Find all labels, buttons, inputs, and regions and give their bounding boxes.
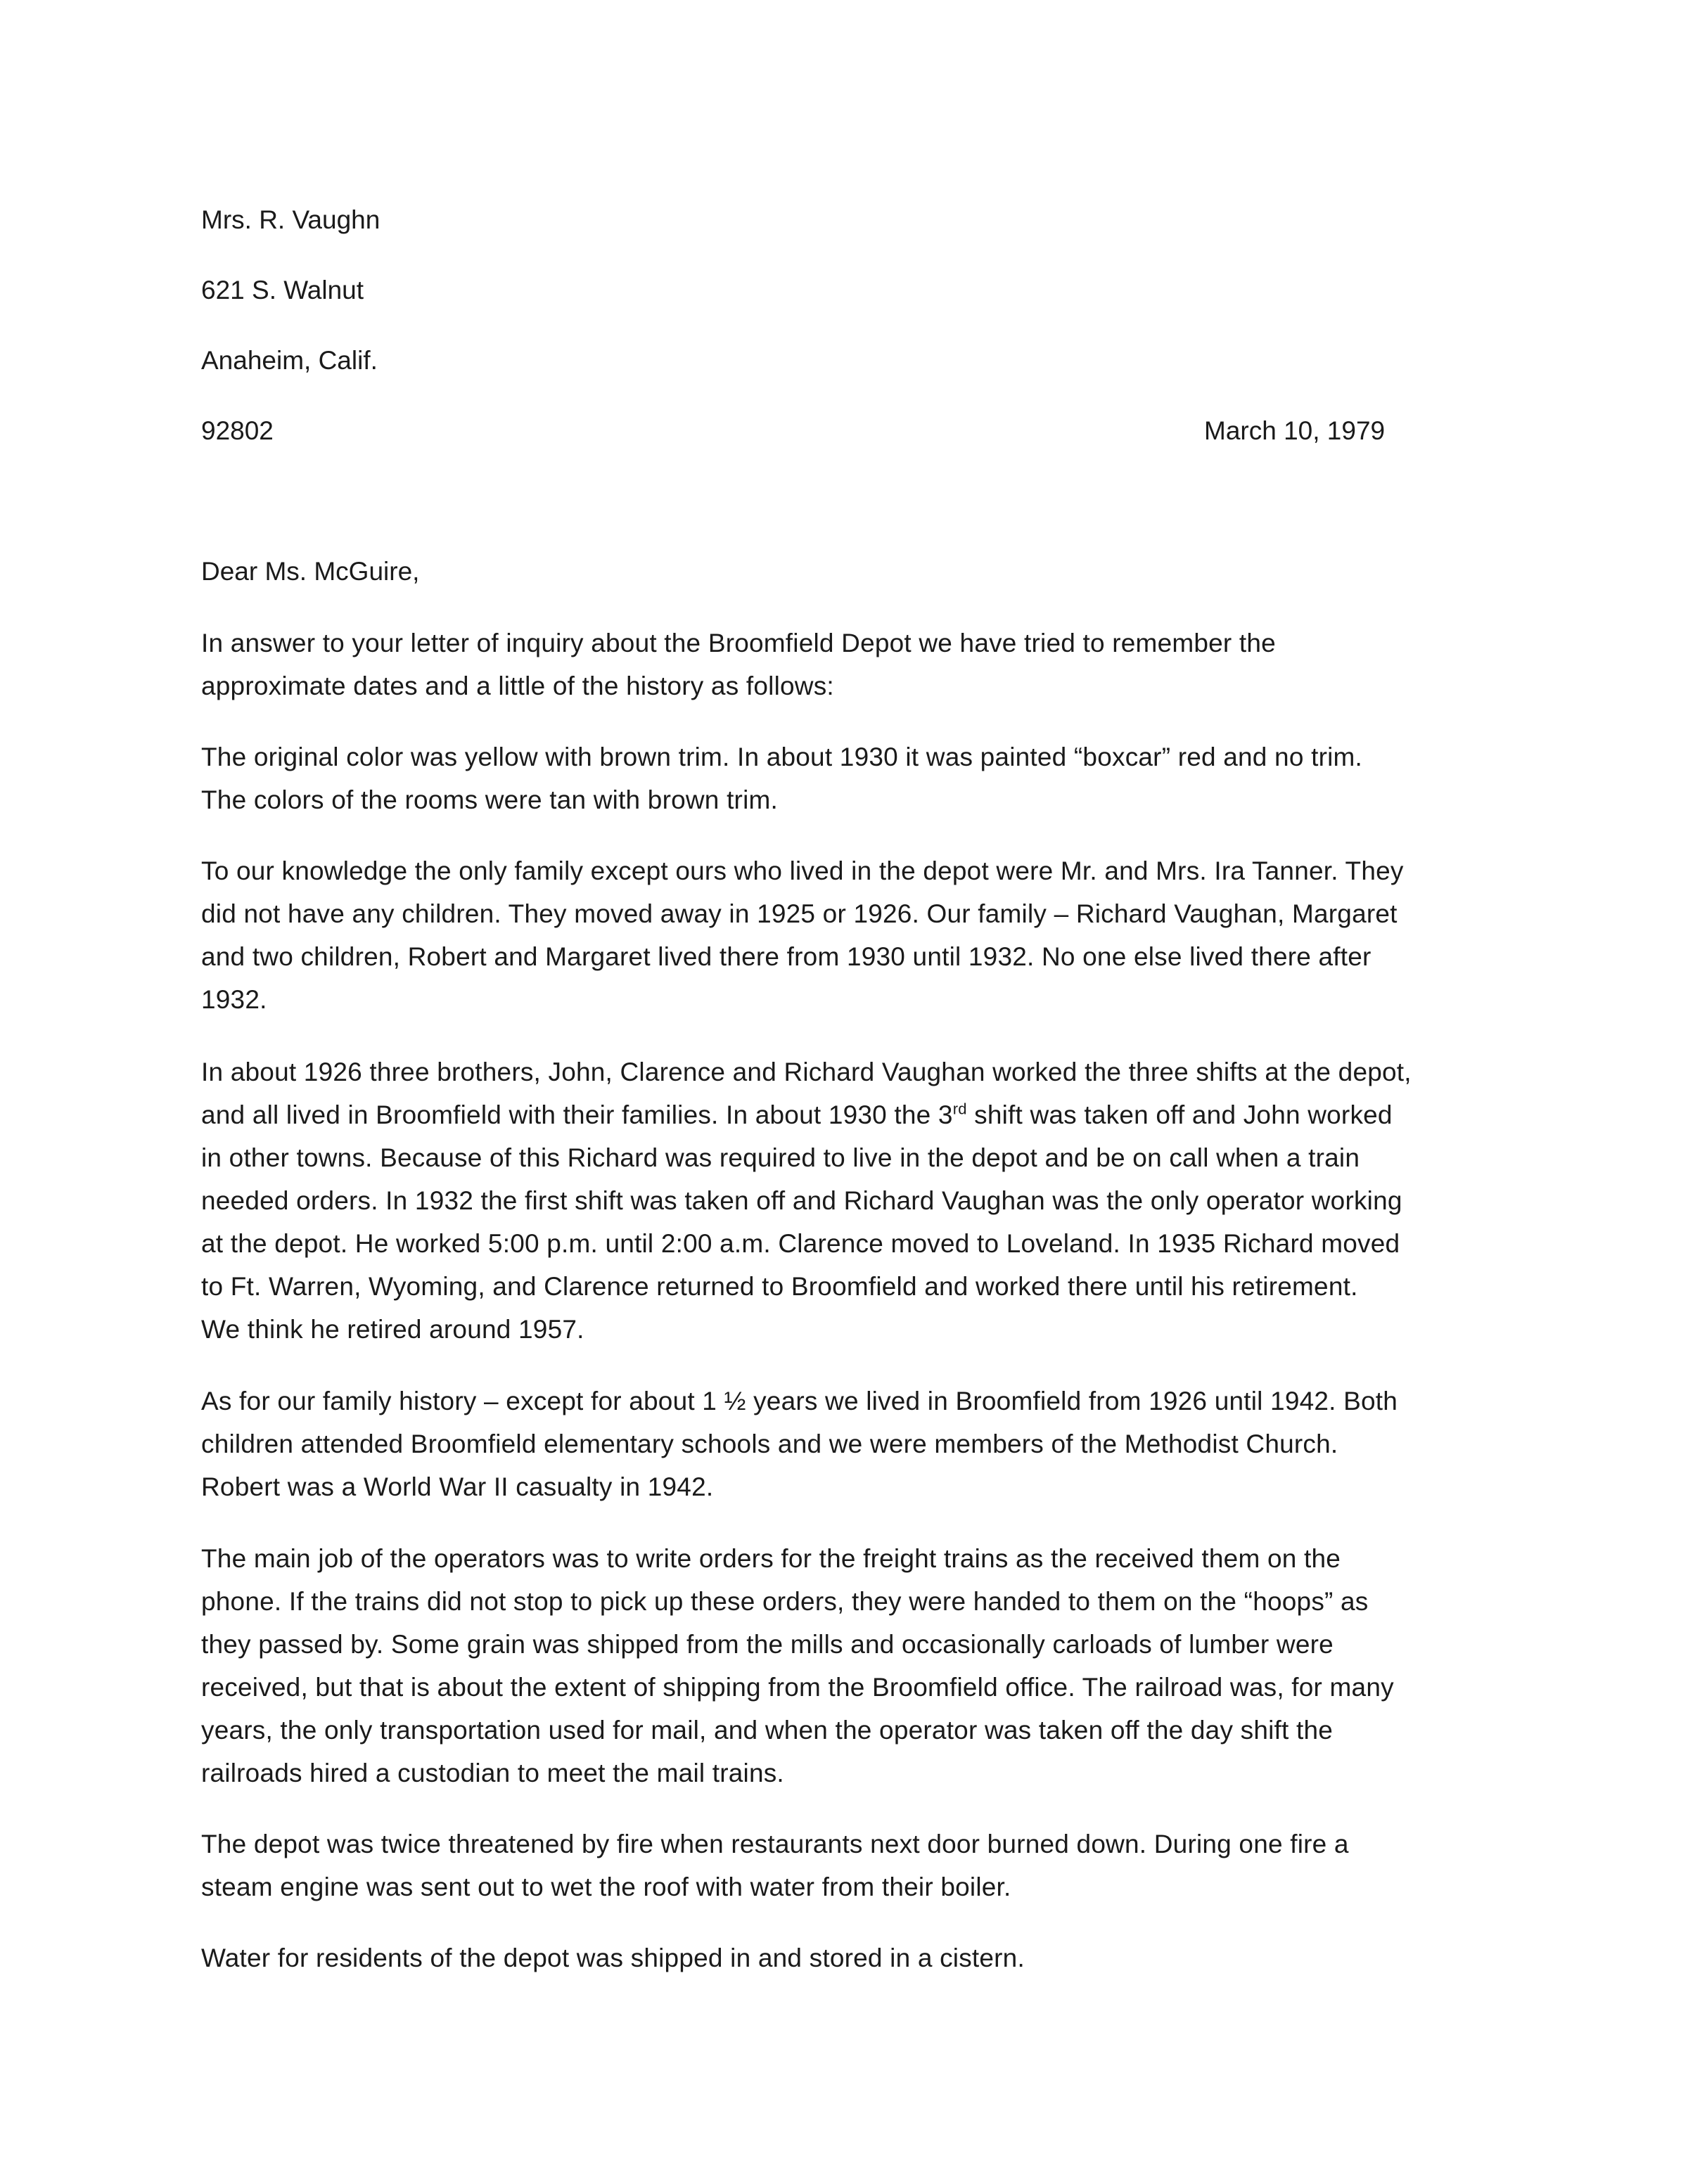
paragraph-1 [201, 622, 1516, 707]
p2-line-1: The original color was yellow with brown trim. In about 1930 it was painted “boxcar” red and no trim. [201, 743, 1363, 771]
p8-line-1: Water for residents of the depot was shipped in and stored in a cistern. [201, 1944, 1025, 1972]
p4-line-6: to Ft. Warren, Wyoming, and Clarence returned to Broomfield and worked there until his retirement. [201, 1272, 1358, 1301]
sender-zip: 92802 [201, 416, 274, 445]
sender-city: Anaheim, Calif. [201, 346, 378, 375]
sender-street: 621 S. Walnut [201, 276, 364, 304]
p7-line-2: steam engine was sent out to wet the roof with water from their boiler. [201, 1873, 1011, 1901]
paragraph-6 [201, 1537, 1516, 1794]
p7-line-1: The depot was twice threatened by fire when restaurants next door burned down. During one fire a [201, 1830, 1349, 1858]
letter-date: March 10, 1979 [1204, 416, 1386, 445]
p2-line-2: The colors of the rooms were tan with brown trim. [201, 785, 778, 814]
sender-name: Mrs. R. Vaughn [201, 205, 381, 234]
paragraph-2 [201, 736, 1516, 821]
p6-line-6: railroads hired a custodian to meet the mail trains. [201, 1759, 784, 1787]
p1-line-2: approximate dates and a little of the history as follows: [201, 672, 834, 700]
p3-line-4: 1932. [201, 985, 267, 1014]
p4-line-7: We think he retired around 1957. [201, 1315, 584, 1344]
p6-line-3: they passed by. Some grain was shipped from the mills and occasionally carloads of lumber were [201, 1630, 1334, 1659]
p4-line-5: at the depot. He worked 5:00 p.m. until 2:00 a.m. Clarence moved to Loveland. In 1935 Richard moved [201, 1229, 1400, 1258]
salutation: Dear Ms. McGuire, [201, 557, 420, 586]
p4-line-2b: shift was taken off and John worked [966, 1100, 1393, 1129]
p4-line-3: in other towns. Because of this Richard was required to live in the depot and be on call when a train [201, 1143, 1360, 1172]
p4-line-1: In about 1926 three brothers, John, Clarence and Richard Vaughan worked the three shifts at the depot, [201, 1058, 1412, 1086]
paragraph-4 [201, 1051, 1516, 1351]
paragraph-3 [201, 849, 1516, 1021]
p6-line-1: The main job of the operators was to write orders for the freight trains as the received them on the [201, 1544, 1341, 1573]
p6-line-2: phone. If the trains did not stop to pick up these orders, they were handed to them on the “hoops” as [201, 1587, 1369, 1616]
p5-line-2: children attended Broomfield elementary schools and we were members of the Methodist Church. [201, 1430, 1338, 1458]
ordinal-suffix: rd [952, 1100, 967, 1118]
p3-line-1: To our knowledge the only family except ours who lived in the depot were Mr. and Mrs. Ira Tanner. They [201, 856, 1404, 885]
p6-line-4: received, but that is about the extent of shipping from the Broomfield office. The railroad was, for many [201, 1673, 1394, 1702]
paragraph-8 [201, 1936, 1516, 1979]
p4-line-2a: and all lived in Broomfield with their families. In about 1930 the 3 [201, 1100, 953, 1129]
p5-line-1: As for our family history – except for about 1 ½ years we lived in Broomfield from 1926 until 1942. Both [201, 1387, 1398, 1415]
p4-line-4: needed orders. In 1932 the first shift was taken off and Richard Vaughan was the only operator working [201, 1186, 1402, 1215]
p3-line-2: did not have any children. They moved away in 1925 or 1926. Our family – Richard Vaughan, Margaret [201, 899, 1398, 928]
p5-line-3: Robert was a World War II casualty in 1942. [201, 1472, 714, 1501]
p4-line-2 [201, 1093, 1516, 1136]
p1-line-1: In answer to your letter of inquiry about the Broomfield Depot we have tried to remember the [201, 629, 1276, 657]
p3-line-3: and two children, Robert and Margaret lived there from 1930 until 1932. No one else lived there after [201, 942, 1372, 971]
paragraph-5 [201, 1380, 1516, 1508]
paragraph-7 [201, 1823, 1516, 1908]
p6-line-5: years, the only transportation used for mail, and when the operator was taken off the day shift the [201, 1716, 1333, 1745]
